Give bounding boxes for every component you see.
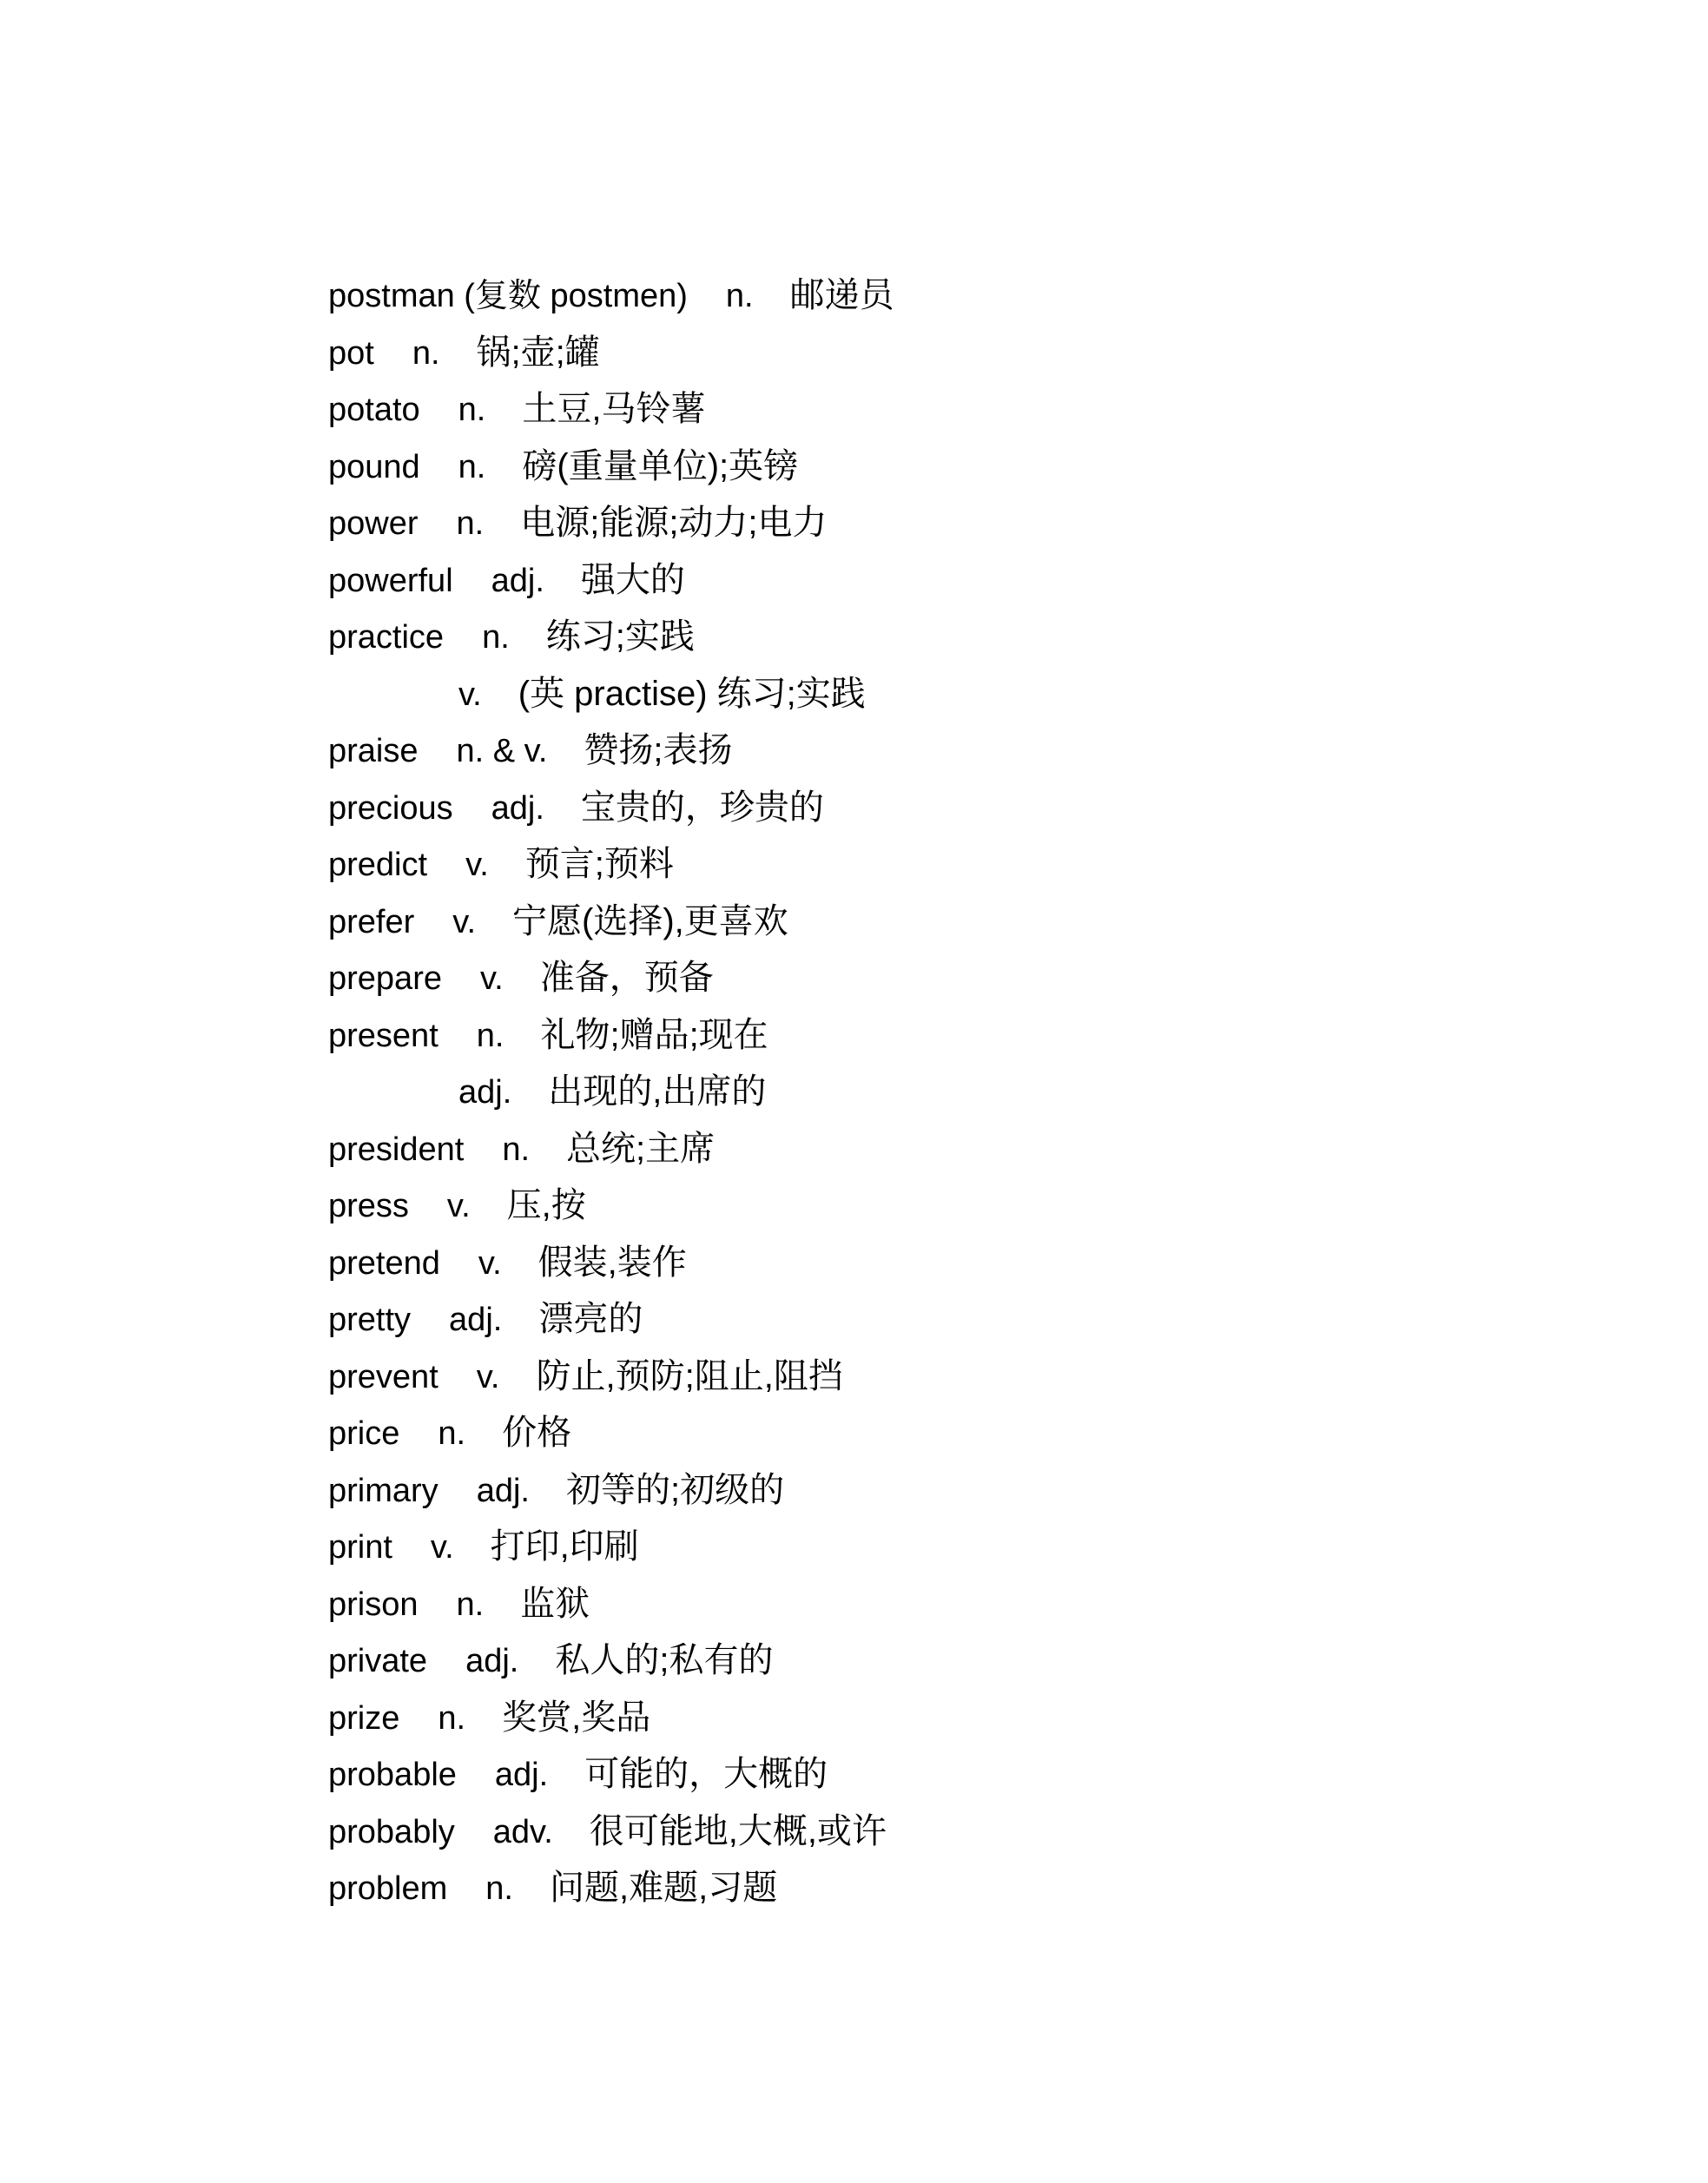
entry-part-of-speech: n.: [476, 1017, 504, 1054]
entry-part-of-speech: v.: [452, 903, 477, 940]
entry-word: postman (复数 postmen): [328, 278, 688, 314]
entry-definition: 强大的: [580, 560, 685, 599]
entry-word: present: [328, 1017, 439, 1054]
entry-word: president: [328, 1131, 465, 1168]
vocab-entry: [328, 953, 1544, 1011]
vocab-entry: [328, 1181, 1544, 1238]
entry-part-of-speech: v.: [430, 1529, 454, 1566]
entry-part-of-speech: v.: [478, 1244, 502, 1282]
entry-definition: 奖赏,奖品: [502, 1698, 651, 1737]
entry-definition: 邮递员: [789, 276, 894, 314]
entry-part-of-speech: v.: [446, 1188, 471, 1224]
vocab-entry: [328, 897, 1544, 954]
entry-word: pot: [328, 334, 374, 372]
entry-word: praise: [328, 733, 419, 769]
vocab-entry: [328, 1580, 1544, 1637]
entry-part-of-speech: adj.: [465, 1643, 519, 1679]
entry-definition: 漂亮的: [538, 1300, 643, 1338]
entry-word: pretty: [328, 1302, 412, 1338]
entry-definition: 宁愿(选择),更喜欢: [512, 901, 788, 940]
entry-definition: (英 practise) 练习;实践: [518, 674, 866, 713]
entry-definition: 土豆,马铃薯: [522, 390, 706, 428]
entry-definition: 磅(重量单位);英镑: [522, 446, 799, 485]
entry-word: prison: [328, 1586, 419, 1623]
entry-part-of-speech: v.: [458, 676, 482, 713]
entry-definition: 监狱: [520, 1584, 590, 1623]
entry-part-of-speech: adj.: [449, 1302, 503, 1338]
entry-part-of-speech: n.: [458, 392, 486, 428]
entry-part-of-speech: n.: [438, 1699, 466, 1737]
vocab-entry-continuation: [328, 1067, 1544, 1124]
entry-word: press: [328, 1188, 409, 1224]
vocab-entry: [328, 612, 1544, 669]
vocab-entry: [328, 1636, 1544, 1693]
entry-word: probably: [328, 1813, 455, 1850]
entry-definition: 初等的;初级的: [565, 1470, 785, 1509]
entry-word: prize: [328, 1699, 400, 1737]
entry-word: private: [328, 1643, 428, 1679]
entry-part-of-speech: n.: [438, 1415, 466, 1452]
entry-word: power: [328, 505, 419, 542]
vocab-entry: [328, 385, 1544, 442]
entry-word: print: [328, 1529, 392, 1566]
entry-word: precious: [328, 789, 453, 827]
vocab-entry: [328, 840, 1544, 897]
entry-definition: 压,按: [506, 1186, 586, 1224]
entry-definition: 很可能地,大概,或许: [589, 1811, 887, 1850]
entry-part-of-speech: adj.: [458, 1074, 512, 1111]
entry-part-of-speech: n.: [456, 505, 485, 542]
vocab-entry: [328, 556, 1544, 613]
entry-part-of-speech: n.: [485, 1870, 513, 1907]
entry-definition: 锅;壶;罐: [476, 333, 600, 372]
vocab-entry: [328, 1466, 1544, 1523]
vocab-entry: [328, 1863, 1544, 1921]
vocab-entry: [328, 442, 1544, 499]
entry-definition: 赞扬;表扬: [584, 731, 733, 769]
entry-definition: 防止,预防;阻止,阻挡: [536, 1356, 843, 1395]
vocab-entry: [328, 328, 1544, 386]
vocab-entry: [328, 1124, 1544, 1182]
entry-part-of-speech: adj.: [491, 562, 544, 599]
vocab-entry: [328, 271, 1544, 328]
vocab-entry: [328, 726, 1544, 783]
entry-part-of-speech: v.: [476, 1358, 500, 1395]
entry-definition: 价格: [502, 1414, 572, 1452]
entry-part-of-speech: v.: [465, 847, 489, 883]
entry-word: prepare: [328, 960, 442, 997]
entry-part-of-speech: adj.: [494, 1757, 549, 1793]
entry-part-of-speech: adv.: [492, 1813, 553, 1850]
entry-part-of-speech: n.: [725, 278, 754, 314]
entry-definition: 预言;预料: [524, 845, 674, 883]
entry-word: prefer: [328, 903, 415, 940]
entry-part-of-speech: n.: [502, 1131, 531, 1168]
entry-part-of-speech: adj.: [491, 789, 544, 827]
entry-word: probable: [328, 1757, 457, 1793]
vocab-entry: [328, 498, 1544, 556]
entry-definition: 私人的;私有的: [555, 1641, 774, 1679]
entry-definition: 打印,印刷: [490, 1527, 639, 1566]
entry-part-of-speech: n.: [458, 448, 486, 485]
entry-part-of-speech: n.: [412, 334, 440, 372]
entry-definition: 问题,难题,习题: [550, 1869, 778, 1907]
entry-definition: 可能的，大概的: [584, 1755, 828, 1793]
vocab-entry: [328, 1750, 1544, 1807]
entry-word: powerful: [328, 562, 453, 599]
entry-word: primary: [328, 1472, 439, 1509]
vocab-entry: [328, 1295, 1544, 1352]
entry-word: practice: [328, 619, 445, 656]
entry-part-of-speech: n.: [482, 619, 510, 656]
vocab-entry: [328, 1408, 1544, 1466]
entry-part-of-speech: adj.: [476, 1472, 530, 1509]
vocab-entry-continuation: [328, 669, 1544, 727]
entry-definition: 出现的,出席的: [548, 1072, 767, 1111]
entry-word: price: [328, 1415, 400, 1452]
vocab-entry: [328, 1352, 1544, 1409]
vocab-entry: [328, 1807, 1544, 1864]
entry-word: pound: [328, 448, 420, 485]
vocab-entry: [328, 1238, 1544, 1296]
entry-part-of-speech: n. & v.: [456, 733, 548, 769]
entry-definition: 宝贵的，珍贵的: [580, 788, 824, 827]
entry-part-of-speech: n.: [456, 1586, 485, 1623]
entry-word: potato: [328, 392, 420, 428]
entry-word: pretend: [328, 1244, 440, 1282]
entry-definition: 总统;主席: [566, 1129, 716, 1168]
vocab-entry: [328, 1693, 1544, 1751]
vocab-entry: [328, 1011, 1544, 1068]
vocab-entry: [328, 1522, 1544, 1580]
entry-word: problem: [328, 1870, 448, 1907]
entry-definition: 电源;能源;动力;电力: [520, 504, 828, 542]
entry-definition: 礼物;赠品;现在: [540, 1015, 768, 1054]
entry-word: prevent: [328, 1358, 439, 1395]
entry-part-of-speech: v.: [479, 960, 504, 997]
entry-definition: 练习;实践: [545, 617, 695, 656]
entry-definition: 准备，预备: [539, 959, 714, 997]
vocab-entry: [328, 783, 1544, 841]
entry-definition: 假装,装作: [537, 1243, 687, 1282]
entry-word: predict: [328, 847, 428, 883]
vocabulary-list: [328, 271, 1544, 1921]
